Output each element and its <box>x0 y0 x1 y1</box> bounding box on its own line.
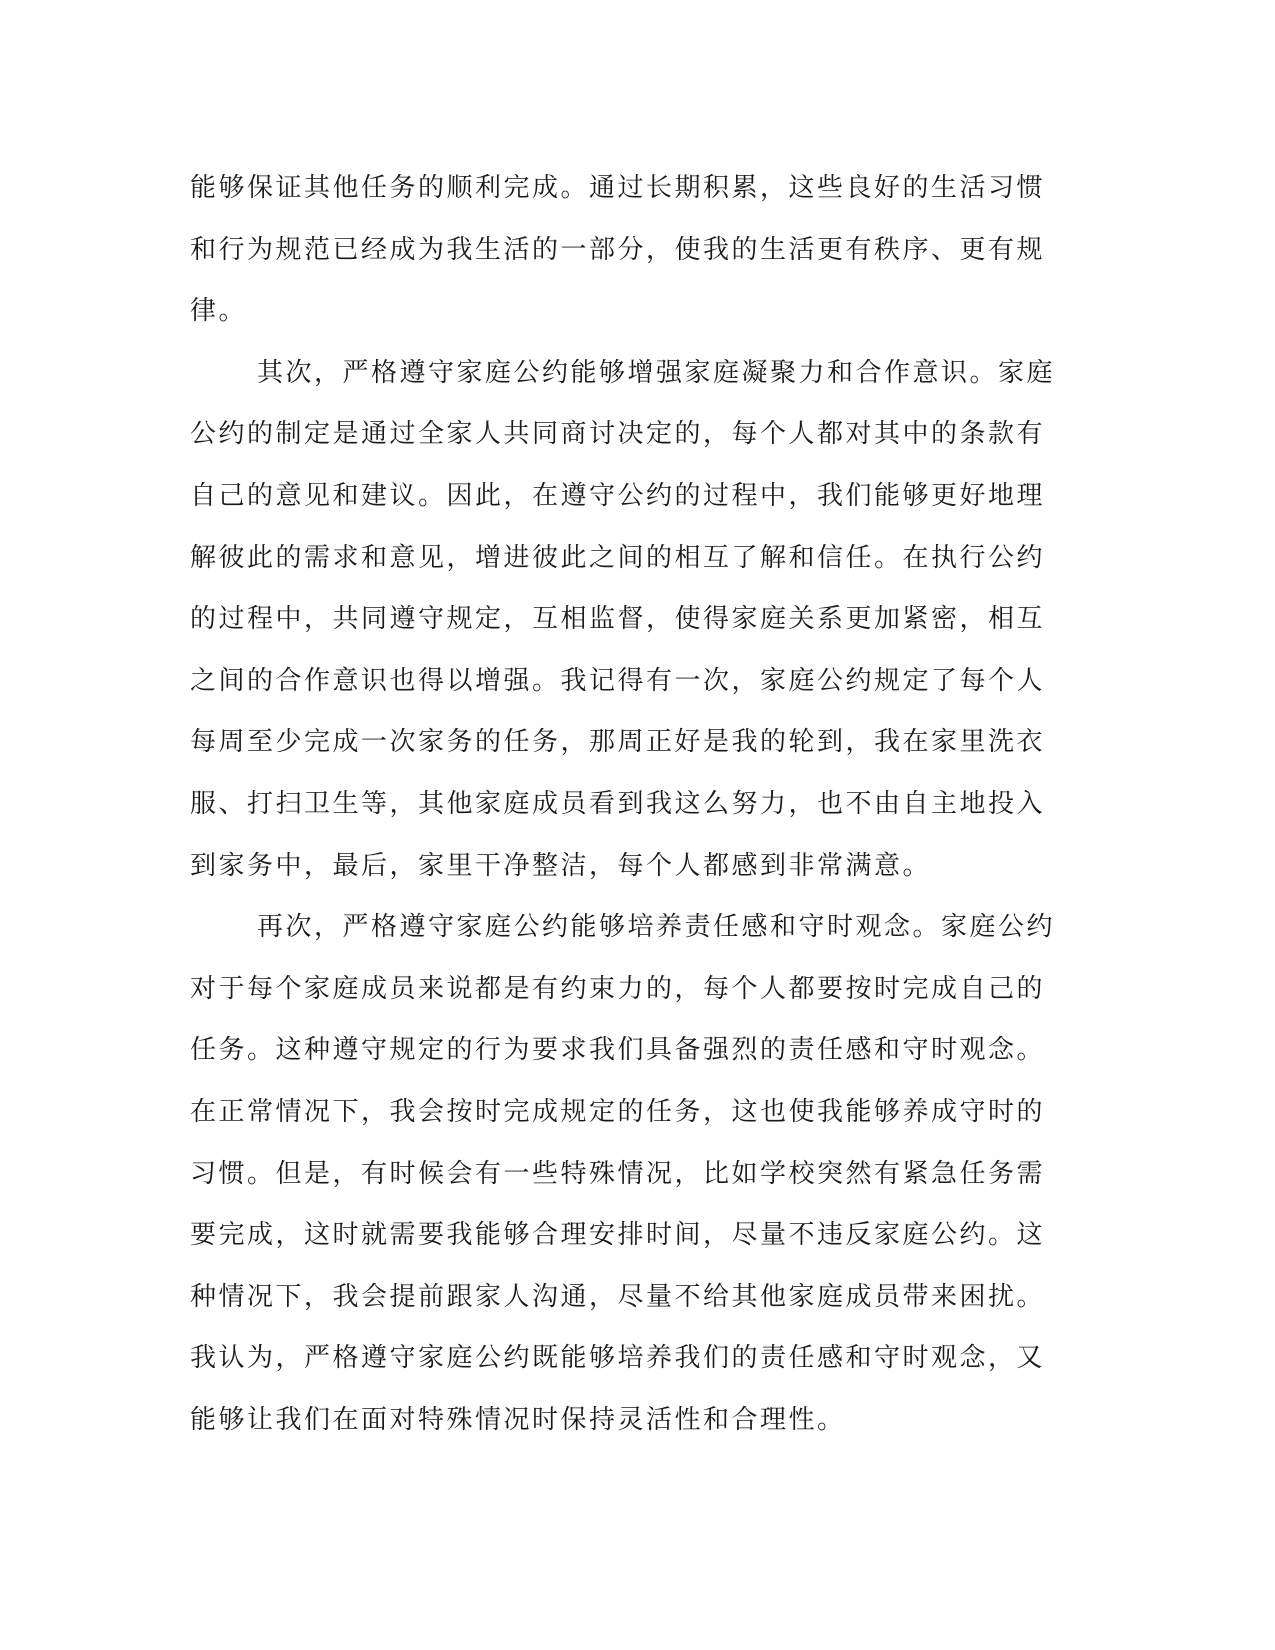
text-line: 到家务中，最后，家里干净整洁，每个人都感到非常满意。 <box>190 850 932 881</box>
text-line: 公约的制定是通过全家人共同商讨决定的，每个人都对其中的条款有 <box>190 419 1046 450</box>
text-line: 我认为，严格遵守家庭公约既能够培养我们的责任感和守时观念，又 <box>190 1343 1046 1374</box>
text-line: 自己的意见和建议。因此，在遵守公约的过程中，我们能够更好地理 <box>190 480 1046 511</box>
text-line: 服、打扫卫生等，其他家庭成员看到我这么努力，也不由自主地投入 <box>190 788 1046 819</box>
text-line: 能够保证其他任务的顺利完成。通过长期积累，这些良好的生活习惯 <box>190 173 1046 203</box>
paragraph-first-line: 再次，严格遵守家庭公约能够培养责任感和守时观念。家庭公约 <box>257 912 1056 943</box>
text-line: 在正常情况下，我会按时完成规定的任务，这也使我能够养成守时的 <box>190 1096 1046 1127</box>
text-line: 和行为规范已经成为我生活的一部分，使我的生活更有秩序、更有规 <box>190 234 1046 265</box>
text-line: 能够让我们在面对特殊情况时保持灵活性和合理性。 <box>190 1404 846 1435</box>
text-line: 任务。这种遵守规定的行为要求我们具备强烈的责任感和守时观念。 <box>190 1035 1046 1066</box>
text-line: 每周至少完成一次家务的任务，那周正好是我的轮到，我在家里洗衣 <box>190 727 1046 758</box>
text-line: 解彼此的需求和意见，增进彼此之间的相互了解和信任。在执行公约 <box>190 542 1046 573</box>
text-line: 的过程中，共同遵守规定，互相监督，使得家庭关系更加紧密，相互 <box>190 604 1046 635</box>
text-line: 要完成，这时就需要我能够合理安排时间，尽量不违反家庭公约。这 <box>190 1220 1046 1251</box>
paragraph-first-line: 其次，严格遵守家庭公约能够增强家庭凝聚力和合作意识。家庭 <box>257 357 1056 388</box>
text-line: 之间的合作意识也得以增强。我记得有一次，家庭公约规定了每个人 <box>190 665 1046 696</box>
body-text <box>190 158 1090 1451</box>
text-line: 种情况下，我会提前跟家人沟通，尽量不给其他家庭成员带来困扰。 <box>190 1281 1046 1312</box>
text-line: 对于每个家庭成员来说都是有约束力的，每个人都要按时完成自己的 <box>190 973 1046 1004</box>
text-line: 律。 <box>190 296 248 327</box>
text-line: 习惯。但是，有时候会有一些特殊情况，比如学校突然有紧急任务需 <box>190 1158 1046 1189</box>
